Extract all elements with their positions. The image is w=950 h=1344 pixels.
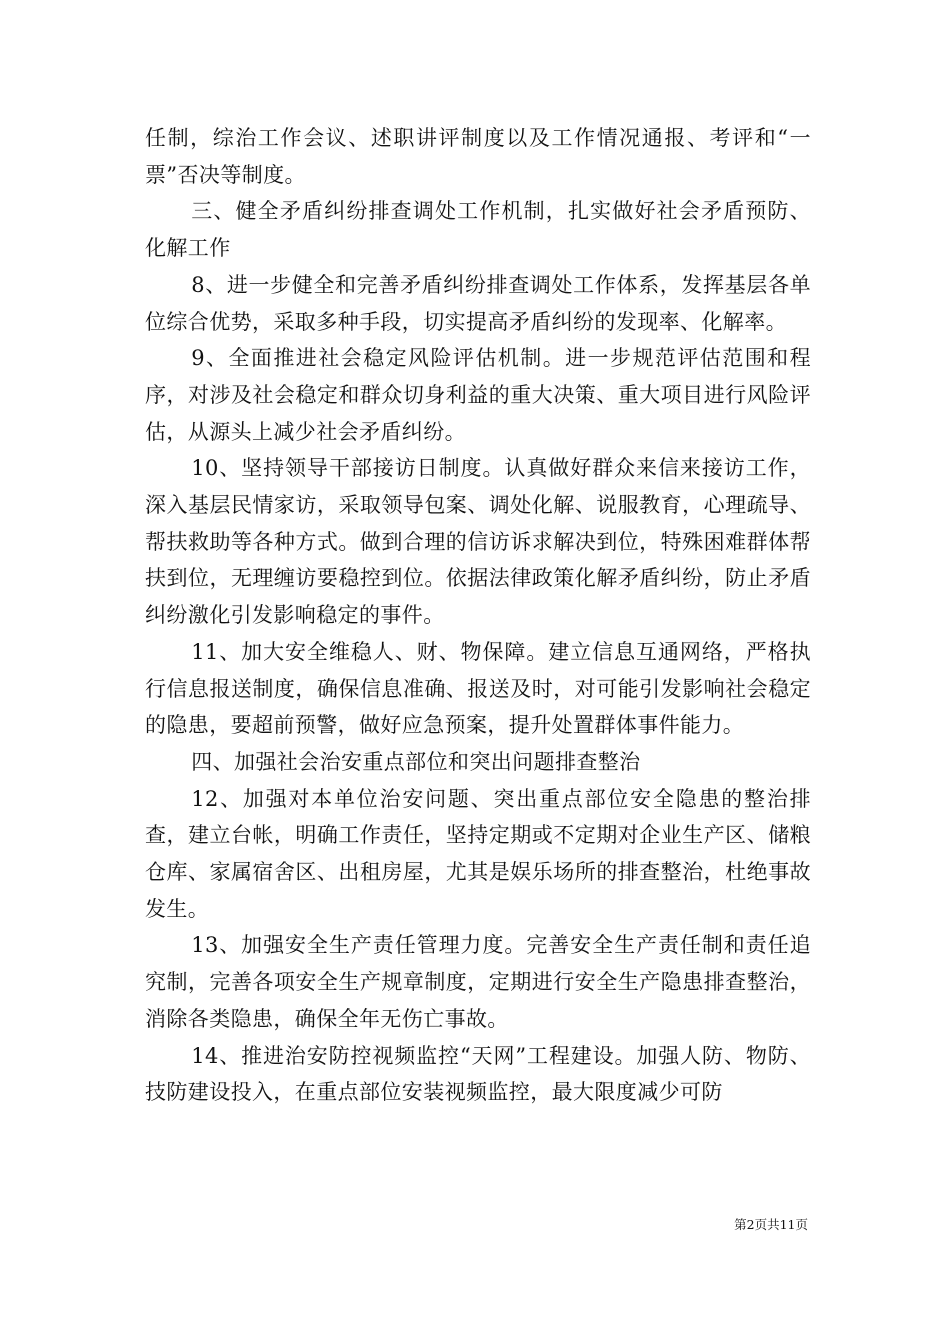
page-number-footer: 第2页共11页 bbox=[734, 1217, 808, 1232]
paragraph: 10、坚持领导干部接访日制度。认真做好群众来信来接访工作，深入基层民情家访，采取领导包案、调处化解、说服教育，心理疏导、帮扶救助等各种方式。做到合理的信访诉求解决到位，特殊困难群体帮扶到位，无理缠访要稳控到位。依据法律政策化解矛盾纠纷，防止矛盾纠纷激化引发影响稳定的事件。 bbox=[145, 456, 811, 628]
paragraph: 12、加强对本单位治安问题、突出重点部位安全隐患的整治排查，建立台帐，明确工作责任，坚持定期或不定期对企业生产区、储粮仓库、家属宿舍区、出租房屋，尤其是娱乐场所的排查整治，杜绝事故发生。 bbox=[145, 786, 811, 921]
paragraph: 8、进一步健全和完善矛盾纠纷排查调处工作体系，发挥基层各单位综合优势，采取多种手段，切实提高矛盾纠纷的发现率、化解率。 bbox=[145, 272, 811, 334]
section-heading: 四、加强社会治安重点部位和突出问题排查整治 bbox=[191, 749, 641, 774]
paragraph: 任制，综治工作会议、述职讲评制度以及工作情况通报、考评和“一票”否决等制度。 bbox=[145, 126, 811, 187]
paragraph: 14、推进治安防控视频监控“天网”工程建设。加强人防、物防、技防建设投入，在重点部位安装视频监控，最大限度减少可防 bbox=[145, 1043, 811, 1105]
paragraph: 13、加强安全生产责任管理力度。完善安全生产责任制和责任追究制，完善各项安全生产规章制度，定期进行安全生产隐患排查整治，消除各类隐患，确保全年无伤亡事故。 bbox=[145, 933, 811, 1031]
section-heading: 三、健全矛盾纠纷排查调处工作机制，扎实做好社会矛盾预防、化解工作 bbox=[145, 199, 811, 261]
document-body bbox=[145, 120, 811, 1111]
paragraph: 11、加大安全维稳人、财、物保障。建立信息互通网络，严格执行信息报送制度，确保信息准确、报送及时，对可能引发影响社会稳定的隐患，要超前预警，做好应急预案，提升处置群体事件能力。 bbox=[145, 639, 811, 738]
paragraph: 9、全面推进社会稳定风险评估机制。进一步规范评估范围和程序，对涉及社会稳定和群众切身利益的重大决策、重大项目进行风险评估，从源头上减少社会矛盾纠纷。 bbox=[145, 346, 811, 444]
